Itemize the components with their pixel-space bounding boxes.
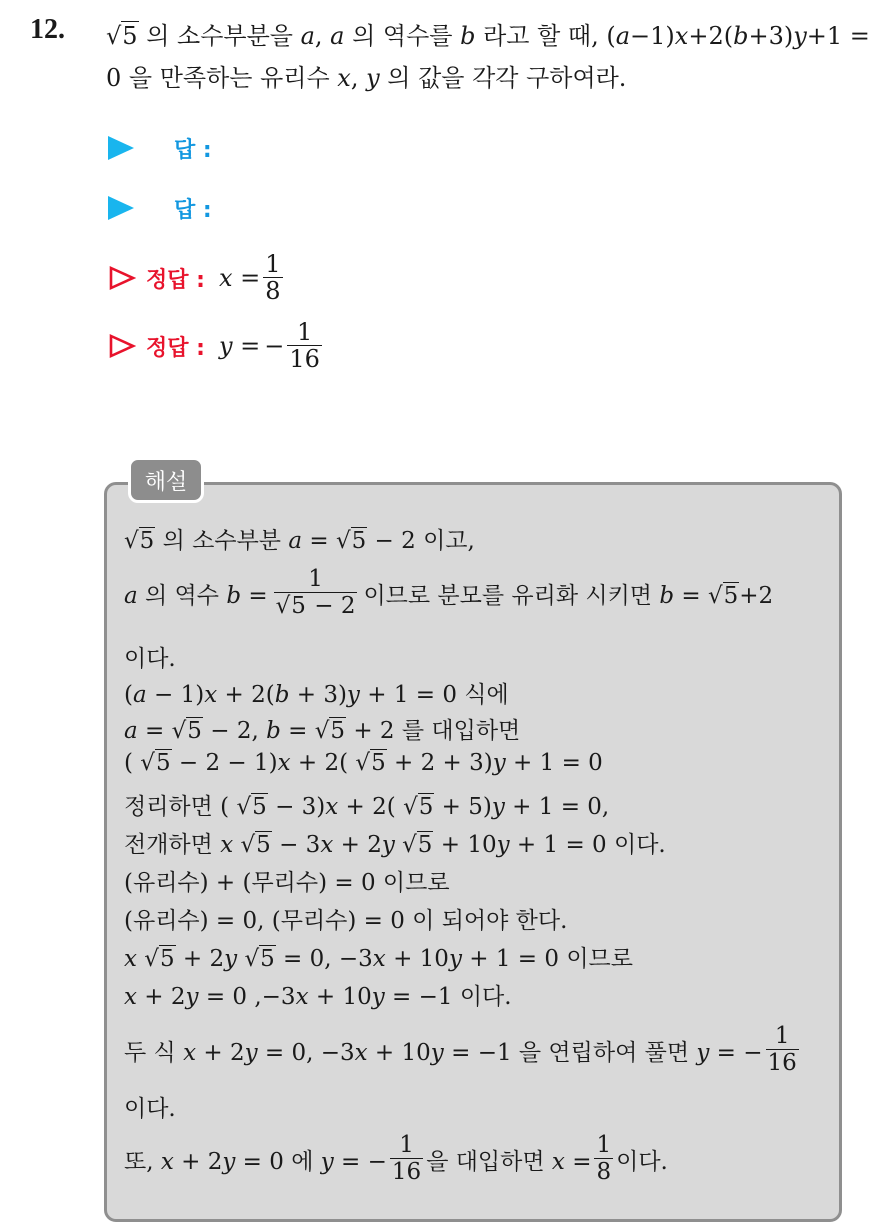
play-icon	[108, 196, 134, 220]
solution-line-8: 전개하면 x √5 − 3x + 2y √5 + 10y + 1 = 0 이다.	[124, 832, 666, 858]
correct-label: 정답 :	[146, 267, 205, 293]
correct-answer-y: 정답 : y = − $\frac{1}{16}$	[108, 316, 325, 376]
solution-line-14: 이다.	[124, 1096, 176, 1122]
solution-line-2: a 의 역수 b = $\frac{1}{√5 - 2}$ 이므로 분모를 유리화 시키면 b = √5+2	[124, 565, 774, 619]
solution-line-6: ( √5 − 2 − 1)x + 2( √5 + 2 + 3)y + 1 = 0	[124, 750, 603, 776]
correct-label: 정답 :	[146, 335, 205, 361]
answer-label: 답 :	[174, 197, 212, 223]
outline-triangle-icon	[108, 265, 136, 291]
answer-label: 답 :	[174, 137, 212, 163]
answer-row-1	[108, 128, 212, 168]
solution-line-1: √5 의 소수부분 a = √5 − 2 이고,	[124, 528, 475, 554]
solution-line-5: a = √5 − 2, b = √5 + 2 를 대입하면	[124, 718, 521, 744]
question-line-1: √5 의 소수부분을 a, a 의 역수를 b 라고 할 때, (a−1)x+2(b+3)y+1 =	[106, 22, 870, 50]
outline-triangle-icon	[108, 333, 136, 359]
question-line-2: 0 을 만족하는 유리수 x, y 의 값을 각각 구하여라.	[106, 64, 627, 92]
solution-line-3: 이다.	[124, 646, 176, 672]
question-number: 12.	[30, 14, 65, 45]
answer-row-2	[108, 188, 212, 228]
play-icon	[108, 136, 134, 160]
solution-line-4: (a − 1)x + 2(b + 3)y + 1 = 0 식에	[124, 682, 509, 708]
solution-line-12: x + 2y = 0 ,−3x + 10y = −1 이다.	[124, 984, 512, 1010]
solution-line-11: x √5 + 2y √5 = 0, −3x + 10y + 1 = 0 이므로	[124, 946, 633, 972]
solution-line-10: (유리수) = 0, (무리수) = 0 이 되어야 한다.	[124, 908, 568, 934]
solution-line-15: 또, x + 2y = 0 에 y = − $\frac{1}{16}$ 을 대입하면 x = $\frac{1}{8}$ 이다.	[124, 1131, 668, 1185]
solution-line-7: 정리하면 ( √5 − 3)x + 2( √5 + 5)y + 1 = 0,	[124, 794, 610, 820]
solution-line-9: (유리수) + (무리수) = 0 이므로	[124, 870, 450, 896]
solution-line-13: 두 식 x + 2y = 0, −3x + 10y = −1 을 연립하여 풀면 y = − $\frac{1}{16}$	[124, 1022, 797, 1076]
correct-answer-x: 정답 : x = $\frac{1}{8}$	[108, 248, 286, 308]
solution-tab: 해설	[128, 457, 204, 503]
